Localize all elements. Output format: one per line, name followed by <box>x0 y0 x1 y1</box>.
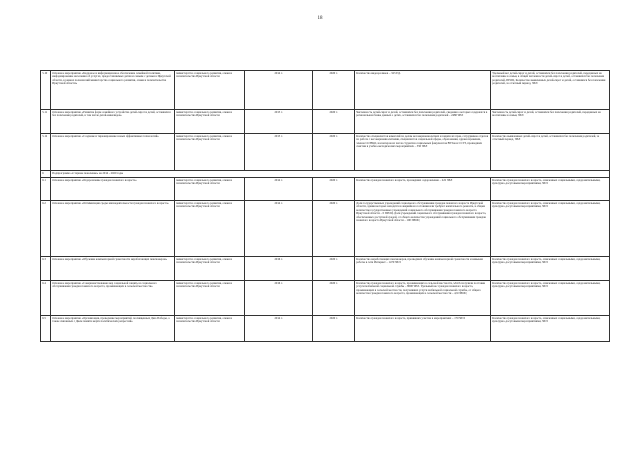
result-indicator-cell: Количество выявленных детей-сирот и детей, оставшихся без попечения родителей, за отчетный период, ЧЕЛ <box>491 134 610 171</box>
measure-name-cell: Основное мероприятие «Оздоровление граждан пожилого возраста» <box>51 178 175 201</box>
row-number-cell: 6.4 <box>41 281 51 316</box>
indicator-cell: Количество граждан пожилого возраста, прошедших оздоровление – 222 ЧЕЛ <box>355 178 491 201</box>
measure-name-cell: Основное мероприятие «Развитие форм семейного устройства детей-сирот и детей, оставшихся без попечения родителей, в том числе детей-инвалидов» <box>51 110 175 134</box>
program-table <box>40 70 610 342</box>
indicator-cell: Количество специалистов комиссий по делам несовершеннолетних и защите их прав, сотрудников отделов по работе с несовершеннолетними, специалистов социальной сферы, образования, здравоохранения, членов СО НКО, волонтеров из числа студентов социальных факультетов ВУЗов и ССУЗ, прошедших очистки в учебно-методических мероприятиях – 350 ЧЕЛ <box>355 134 491 171</box>
program-table-body <box>41 71 610 342</box>
executor-cell: министерство социального развития, опеки и попечительства Иркутской области <box>175 316 245 342</box>
executor-cell: министерство социального развития, опеки и попечительства Иркутской области <box>175 178 245 201</box>
row-number-cell: 6.3 <box>41 257 51 281</box>
row-number-cell: 5.12 <box>41 134 51 171</box>
executor-cell: министерство социального развития, опеки и попечительства Иркутской области <box>175 257 245 281</box>
measure-name-cell: Основное мероприятие «Кадровое и информационное обеспечение семейной политики, информирование населения об услугах, предоставляемых детям и семьям с детьми в Иркутской области, в рамках полномочий министерства социального развития, опеки и попечительства Иркутской области» <box>51 71 175 110</box>
result-indicator-cell: Количество граждан пожилого возраста, охваченных социальными, оздоровительными, культурно-досуговыми мероприятиями, ЧЕЛ <box>491 201 610 257</box>
table-row <box>41 281 610 316</box>
executor-cell: министерство социального развития, опеки и попечительства Иркутской области <box>175 201 245 257</box>
indicator-cell: Доля государственных учреждений социального обслуживания граждан пожилого возраста Иркутской области, здания которых находятся в аварийном состоянии или требуют капитального ремонта, в общем количестве государственных учреждений социального обслуживания граждан пожилого возраста Иркутской области – 0 ПРОЦ. Доля учреждений социального обслуживания граждан пожилого возраста, обеспеченных доступной средой, от общего количества учреждений социального обслуживания граждан пожилого возраста Иркутской области – 100 ПРОЦ <box>355 201 491 257</box>
result-indicator-cell: Количество граждан пожилого возраста, охваченных социальными, оздоровительными, культурно-досуговыми мероприятиями, ЧЕЛ <box>491 178 610 201</box>
subprogram-title-cell: Подпрограмма «Старшее поколение» на 2014 - 2020 годы <box>51 171 610 178</box>
end-year-cell: 2020 г. <box>313 201 355 257</box>
end-year-cell: 2020 г. <box>313 257 355 281</box>
indicator-cell: Количество неработающих пенсионеров, прошедших обучение компьютерной грамотности и навыкам работы в сети Интернет – 1470 ЧЕЛ <box>355 257 491 281</box>
table-row <box>41 201 610 257</box>
start-year-cell: 2014 г. <box>245 201 313 257</box>
table-row <box>41 257 610 281</box>
result-indicator-cell: Количество граждан пожилого возраста, охваченных социальными, оздоровительными, культурно-досуговыми мероприятиями, ЧЕЛ <box>491 316 610 342</box>
indicator-cell: Количество граждан пожилого возраста, проживающих в сельской местности, which получили поставки услуги мобильной социальной службы – 8000 ЧЕЛ. Удельный вес граждан пожилого возраста, проживающих в сельской местности, получивших услуги мобильной социальной службы, от общего количества граждан пожилого возраста, проживающих в сельской местности – 4,9 ПРОЦ <box>355 281 491 316</box>
row-number-cell: 6.2 <box>41 201 51 257</box>
start-year-cell: 2015 г. <box>245 134 313 171</box>
table-row <box>41 316 610 342</box>
page-number: 18 <box>317 16 323 21</box>
row-number-cell: 5.10 <box>41 71 51 110</box>
measure-name-cell: Основное мероприятие «Создание и тиражирование новых эффективных технологий» <box>51 134 175 171</box>
result-indicator-cell: Количество граждан пожилого возраста, охваченных социальными, оздоровительными, культурно-досуговыми мероприятиями, ЧЕЛ <box>491 257 610 281</box>
end-year-cell: 2020 г. <box>313 71 355 110</box>
start-year-cell: 2014 г. <box>245 316 313 342</box>
start-year-cell: 2016 г. <box>245 281 313 316</box>
result-indicator-cell: Численность детей-сирот и детей, оставшихся без попечения родителей, переданных на воспитание в семьи, ЧЕЛ <box>491 110 610 134</box>
start-year-cell: 2015 г. <box>245 110 313 134</box>
row-number-cell: 6 <box>41 171 51 178</box>
end-year-cell: 2020 г. <box>313 178 355 201</box>
end-year-cell: 2020 г. <box>313 110 355 134</box>
subprogram-row <box>41 171 610 178</box>
table-row <box>41 178 610 201</box>
row-number-cell: 5.11 <box>41 110 51 134</box>
measure-name-cell: Основное мероприятие «Оптимизация среды жизнедеятельности граждан пожилого возраста» <box>51 201 175 257</box>
executor-cell: министерство социального развития, опеки и попечительства Иркутской области <box>175 110 245 134</box>
indicator-cell: Количество граждан пожилого возраста, принявших участие в мероприятиях – 170 ЧЕЛ <box>355 316 491 342</box>
start-year-cell: 2016 г. <box>245 257 313 281</box>
measure-name-cell: Основное мероприятие «Совершенствование мер социальной защиты и социального обслуживания граждан пожилого возраста, проживающих в сельской местности» <box>51 281 175 316</box>
measure-name-cell: Основное мероприятие «Организация, проведение мероприятий, посвященных Дню Победы, а также связанных с Днем памяти жертв политических репрессий» <box>51 316 175 342</box>
start-year-cell: 2014 г. <box>245 71 313 110</box>
indicator-cell: Численность детей-сирот и детей, оставшихся без попечения родителей, сведения о которых содержатся в региональном банке данных о детях, оставшихся без попечения родителей – 2480 ЧЕЛ <box>355 110 491 134</box>
executor-cell: министерство социального развития, опеки и попечительства Иркутской области <box>175 71 245 110</box>
result-indicator-cell: Количество граждан пожилого возраста, охваченных социальными, оздоровительными, культурно-досуговыми мероприятиями, ЧЕЛ <box>491 281 610 316</box>
result-indicator-cell: Удельный вес детей-сирот и детей, оставшихся без попечения родителей, переданных на воспитание в семьи, в общей численности детей-сирот и детей, оставшихся без попечения родителей, ПРОЦ. Количество выявленных детей-сирот и детей, оставшихся без попечения родителей, за отчетный период, ЧЕЛ <box>491 71 610 110</box>
row-number-cell: 6.1 <box>41 178 51 201</box>
table-row <box>41 110 610 134</box>
executor-cell: министерство социального развития, опеки и попечительства Иркутской области <box>175 281 245 316</box>
table-row <box>41 134 610 171</box>
executor-cell: министерство социального развития, опеки и попечительства Иркутской области <box>175 134 245 171</box>
end-year-cell: 2020 г. <box>313 134 355 171</box>
row-number-cell: 6.5 <box>41 316 51 342</box>
measure-name-cell: Основное мероприятие «Обучение компьютерной грамотности неработающих пенсионеров» <box>51 257 175 281</box>
table-row <box>41 71 610 110</box>
start-year-cell: 2014 г. <box>245 178 313 201</box>
indicator-cell: Количество видеороликов – 323 ЕД. <box>355 71 491 110</box>
end-year-cell: 2020 г. <box>313 316 355 342</box>
end-year-cell: 2020 г. <box>313 281 355 316</box>
